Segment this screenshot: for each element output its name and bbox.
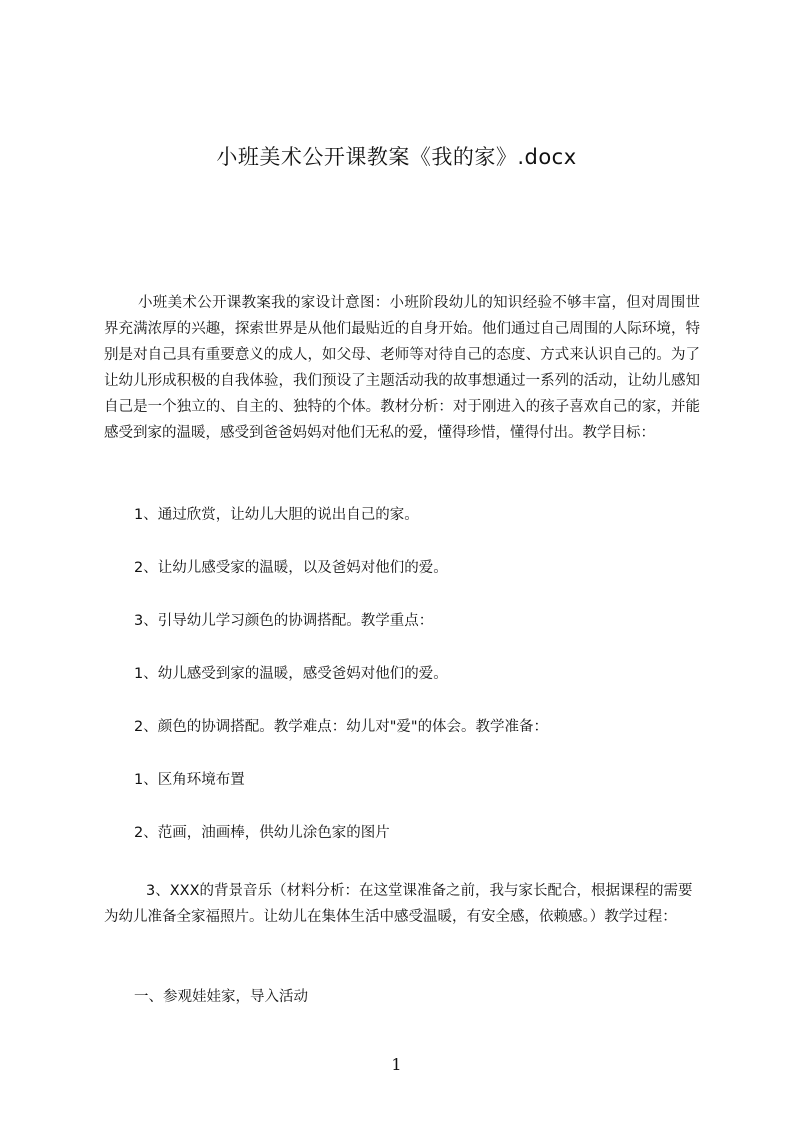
list-item: 2、范画，油画棒，供幼儿涂色家的图片 [134, 825, 390, 841]
materials-paragraph: 3、XXX的背景音乐（材料分析：在这堂课准备之前，我与家长配合，根据课程的需要为幼儿准备全家福照片。让幼儿在集体生活中感受温暖，有安全感，依赖感。）教学过程： [104, 883, 693, 925]
list-item: 1、幼儿感受到家的温暖，感受爸妈对他们的爱。 [134, 666, 448, 682]
list-item: 1、通过欣赏，让幼儿大胆的说出自己的家。 [134, 507, 419, 523]
list-item: 3、引导幼儿学习颜色的协调搭配。教学重点： [134, 613, 434, 629]
section-heading: 一、参观娃娃家，导入活动 [134, 989, 308, 1005]
list-item: 1、区角环境布置 [134, 772, 245, 788]
intro-paragraph: 小班美术公开课教案我的家设计意图：小班阶段幼儿的知识经验不够丰富，但对周围世界充满浓厚的兴趣，探索世界是从他们最贴近的自身开始。他们通过自己周围的人际环境，特别是对自己具有重要意义的成人，如父母、老师等对待自己的态度、方式来认识自己的。为了让幼儿形成积极的自我体验，我们预设了主题活动我的故事想通过一系列的活动，让幼儿感知自己是一个独立的、自主的、独特的个体。教材分析：对于刚进入的孩子喜欢自己的家，并能感受到家的温暖，感受到爸爸妈妈对他们无私的爱，懂得珍惜，懂得付出。教学目标： [104, 295, 700, 441]
list-item: 2、颜色的协调搭配。教学难点：幼儿对"爱"的体会。教学准备： [134, 719, 549, 735]
list-item: 2、让幼儿感受家的温暖，以及爸妈对他们的爱。 [134, 560, 448, 576]
document-title: 小班美术公开课教案《我的家》.docx [216, 145, 577, 169]
page-number: 1 [391, 1055, 402, 1074]
